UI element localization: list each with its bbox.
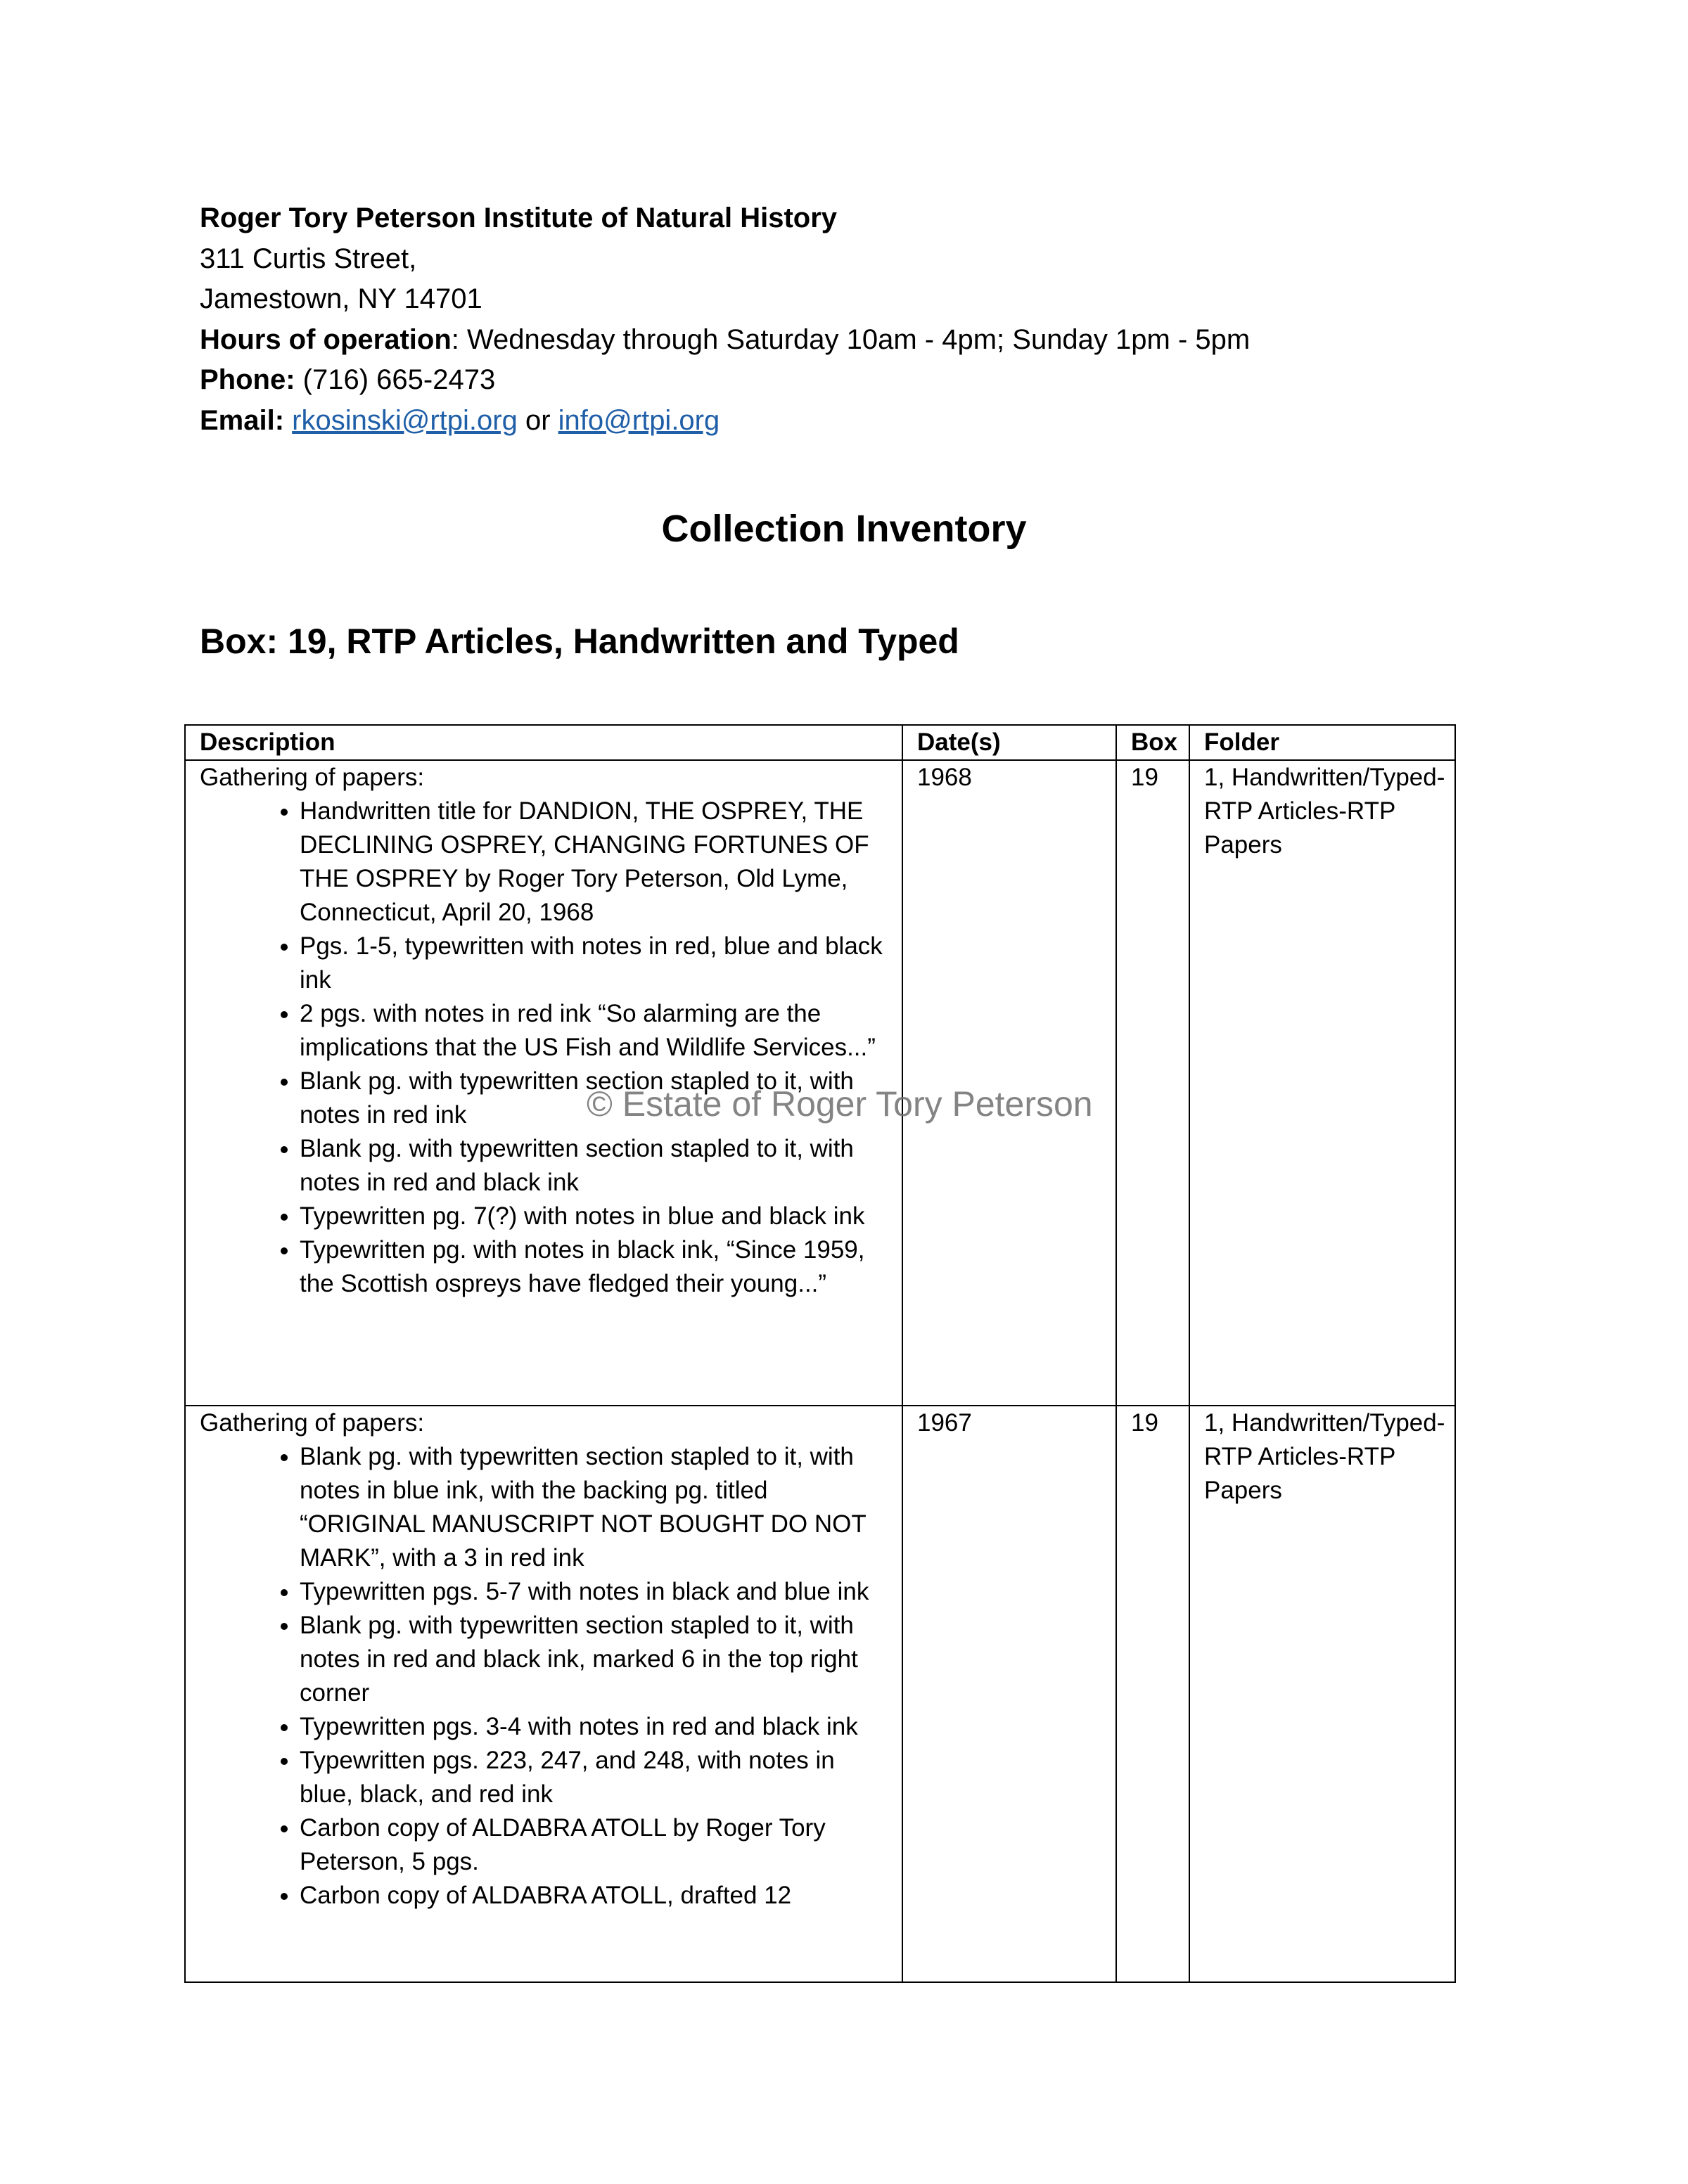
phone-label: Phone: <box>200 364 295 395</box>
email-line <box>200 401 1250 442</box>
list-item: • Carbon copy of ALDABRA ATOLL by Roger Tory Peterson, 5 pgs. <box>300 1811 895 1879</box>
description-intro: Gathering of papers: <box>200 1409 425 1437</box>
phone-value: (716) 665-2473 <box>295 364 496 395</box>
list-item: • Blank pg. with typewritten section stapled to it, with notes in red ink <box>300 1065 895 1132</box>
institution-header <box>200 198 1250 441</box>
box-cell: 19 <box>1116 1406 1189 1982</box>
phone-line <box>200 360 1250 401</box>
list-item: • Blank pg. with typewritten section stapled to it, with notes in red and black ink, marked 6 in the top right corner <box>300 1609 895 1710</box>
folder-cell: 1, Handwritten/Typed-RTP Articles-RTP Papers <box>1189 760 1455 1406</box>
street-address: 311 Curtis Street, <box>200 243 417 274</box>
column-header-dates: Date(s) <box>902 725 1116 760</box>
hours-value: : Wednesday through Saturday 10am - 4pm; Sunday 1pm - 5pm <box>451 323 1251 355</box>
column-header-folder: Folder <box>1189 725 1455 760</box>
hours-label: Hours of operation <box>200 323 452 355</box>
copyright-watermark: © Estate of Roger Tory Peterson <box>587 1084 1093 1124</box>
list-item: • Typewritten pgs. 3-4 with notes in red and black ink <box>300 1710 895 1744</box>
list-item: • Typewritten pg. with notes in black ink, “Since 1959, the Scottish ospreys have fledged their young...” <box>300 1233 895 1301</box>
city-state-zip: Jamestown, NY 14701 <box>200 283 482 314</box>
list-item: • Blank pg. with typewritten section stapled to it, with notes in blue ink, with the backing pg. titled “ORIGINAL MANUSCRIPT NOT BOUGHT DO NOT MARK”, with a 3 in red ink <box>300 1440 895 1575</box>
list-item: • Blank pg. with typewritten section stapled to it, with notes in red and black ink <box>300 1132 895 1200</box>
list-item: • Typewritten pg. 7(?) with notes in blue and black ink <box>300 1200 895 1233</box>
list-item: • Pgs. 1-5, typewritten with notes in red, blue and black ink <box>300 930 895 997</box>
org-name: Roger Tory Peterson Institute of Natural History <box>200 203 838 233</box>
box-cell: 19 <box>1116 760 1189 1406</box>
email-link-rkosinski[interactable]: rkosinski@rtpi.org <box>292 404 518 436</box>
list-item: • 2 pgs. with notes in red ink “So alarming are the implications that the US Fish and Wildlife Services...” <box>300 997 895 1065</box>
email-label: Email: <box>200 404 285 436</box>
date-cell: 1968 <box>902 760 1116 1406</box>
column-header-box: Box <box>1116 725 1189 760</box>
email-separator: or <box>517 404 558 436</box>
table-header-row <box>185 725 1455 760</box>
date-cell: 1967 <box>902 1406 1116 1982</box>
box-heading: Box: 19, RTP Articles, Handwritten and Typed <box>200 622 959 661</box>
list-item: • Carbon copy of ALDABRA ATOLL, drafted 12 <box>300 1879 895 1913</box>
column-header-description: Description <box>185 725 902 760</box>
folder-cell: 1, Handwritten/Typed-RTP Articles-RTP Papers <box>1189 1406 1455 1982</box>
list-item: • Typewritten pgs. 223, 247, and 248, with notes in blue, black, and red ink <box>300 1744 895 1811</box>
description-intro: Gathering of papers: <box>200 764 425 791</box>
email-link-info[interactable]: info@rtpi.org <box>558 404 720 436</box>
list-item: • Typewritten pgs. 5-7 with notes in black and blue ink <box>300 1575 895 1609</box>
item-list <box>200 1440 895 1913</box>
inventory-table <box>184 724 1456 1983</box>
hours-line <box>200 320 1250 361</box>
list-item: • Handwritten title for DANDION, THE OSPREY, THE DECLINING OSPREY, CHANGING FORTUNES OF THE OSPREY by Roger Tory Peterson, Old Lyme, Connecticut, April 20, 1968 <box>300 795 895 930</box>
table-row <box>185 1406 1455 1982</box>
item-list <box>200 795 895 1301</box>
description-cell <box>185 1406 902 1982</box>
page-title: Collection Inventory <box>661 508 1027 550</box>
